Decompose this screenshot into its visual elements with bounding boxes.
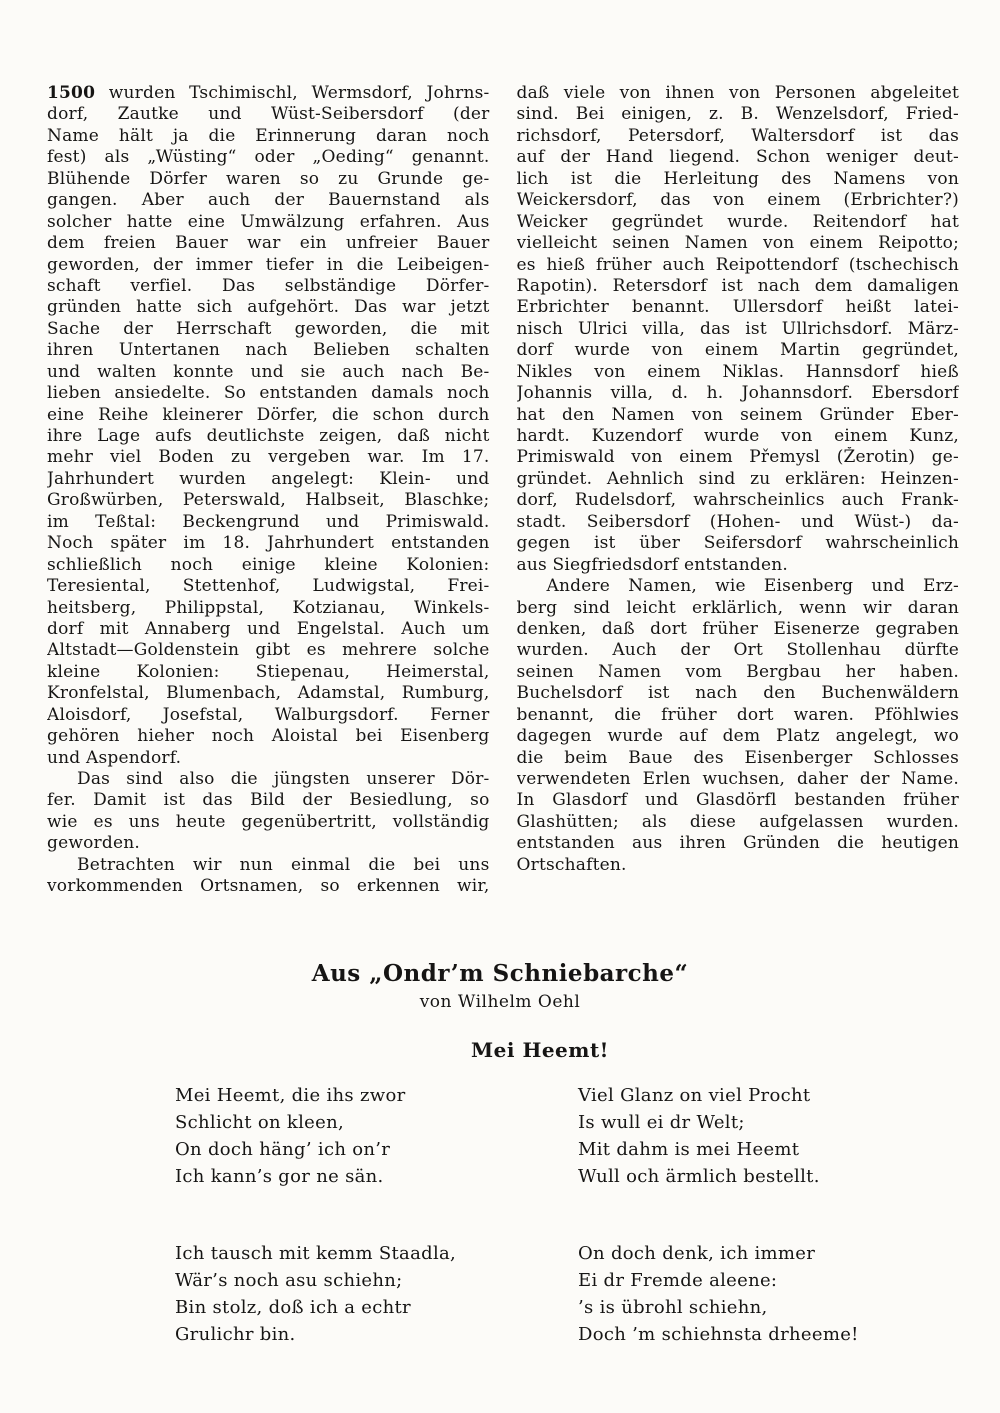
text-line: sind. Bei einigen, z. B. Wenzelsdorf, Fried- — [516, 104, 959, 125]
text-line: gegen ist über Seifersdorf wahrscheinlich — [516, 533, 959, 554]
text-line: benannt, die früher dort waren. Pföhlwies — [516, 704, 959, 725]
text-line: eine Reihe kleinerer Dörfer, die schon durch — [47, 404, 490, 425]
text-line: gehören hieher noch Aloistal bei Eisenberg — [47, 726, 490, 747]
text-line: auf der Hand liegend. Schon weniger deut- — [516, 147, 959, 168]
poem-line: Ei dr Fremde aleene: — [578, 1269, 778, 1291]
text-line: richsdorf, Petersdorf, Waltersdorf ist das — [516, 125, 959, 146]
text-line: dagegen wurde auf dem Platz angelegt, wo — [516, 726, 959, 747]
text-line: dorf wurde von einem Martin gegründet, — [516, 340, 959, 361]
text-line: vorkommenden Ortsnamen, so erkennen wir, — [47, 876, 490, 897]
text-line: lieben ansiedelte. So entstanden damals noch — [47, 383, 490, 404]
text-line: gangen. Aber auch der Bauernstand als — [47, 190, 490, 211]
text-line: Nikles von einem Niklas. Hannsdorf hieß — [516, 361, 959, 382]
text-line: im Teßtal: Beckengrund und Primiswald. — [47, 511, 490, 532]
text-line: hardt. Kuzendorf wurde von einem Kunz, — [516, 426, 959, 446]
text-line: Noch später im 18. Jahrhundert entstanden — [47, 533, 490, 554]
text-line: nisch Ulrici villa, das ist Ullrichsdorf. März- — [516, 318, 959, 339]
text-line: schaft verfiel. Das selbständige Dörfer- — [47, 275, 490, 296]
poem-byline: von Wilhelm Oehl — [419, 991, 581, 1012]
text-line: denken, daß dort früher Eisenerze gegraben — [516, 618, 959, 639]
text-line: gründen hatte sich aufgehört. Das war jetzt — [47, 297, 490, 318]
poem-line: Wull och ärmlich bestellt. — [578, 1165, 820, 1187]
text-line: Glashütten; als diese aufgelassen wurden. — [516, 811, 959, 832]
poem-section-title: Aus „Ondr’m Schniebarche“ — [311, 959, 689, 987]
text-line: fer. Damit ist das Bild der Besiedlung, so — [47, 790, 490, 811]
text-line: kleine Kolonien: Stiepenau, Heimerstal, — [47, 661, 490, 682]
text-line: wie es uns heute gegenübertritt, vollständig — [47, 811, 490, 832]
poem-line: Wär’s noch asu schiehn; — [175, 1269, 403, 1291]
poem-line: Ich kann’s gor ne sän. — [175, 1165, 384, 1187]
poem-stanza-3 — [175, 1240, 578, 1348]
text-line: 1500 wurden Tschimischl, Wermsdorf, Johrns- — [47, 83, 490, 103]
text-line: die beim Baue des Eisenberger Schlosses — [516, 747, 959, 768]
text-line: und Aspendorf. — [47, 747, 182, 768]
text-line: wurden. Auch der Ort Stollenhau dürfte — [516, 640, 959, 661]
poem-line: Doch ’m schiehnsta drheeme! — [578, 1323, 859, 1345]
poem-line: Grulichr bin. — [175, 1323, 296, 1345]
poem-title: Mei Heemt! — [471, 1037, 609, 1062]
text-line: Erbrichter benannt. Ullersdorf heißt latei- — [516, 297, 959, 318]
text-line: fest) als „Wüsting“ oder „Oeding“ genannt. — [47, 147, 490, 168]
text-line: Betrachten wir nun einmal die bei uns — [77, 854, 490, 875]
poem-line: Ich tausch mit kemm Staadla, — [175, 1242, 457, 1264]
text-line: Jahrhundert wurden angelegt: Klein- und — [47, 468, 490, 489]
text-line: aus Siegfriedsdorf entstanden. — [516, 554, 788, 575]
text-line: Aloisdorf, Josefstal, Walburgsdorf. Ferner — [47, 704, 490, 725]
text-line: verwendeten Erlen wuchsen, daher der Name. — [516, 769, 959, 789]
text-line: Buchelsdorf ist nach den Buchenwäldern — [516, 683, 959, 704]
text-line: mehr viel Boden zu vergeben war. Im 17. — [47, 447, 490, 468]
text-line: geworden. — [47, 833, 140, 854]
text-line: ihre Lage aufs deutlichste zeigen, daß nicht — [47, 426, 490, 446]
text-line: Blühende Dörfer waren so zu Grunde ge- — [47, 168, 490, 189]
poem-stanzas — [0, 1082, 1000, 1348]
text-line: geworden, der immer tiefer in die Leibeigen- — [47, 254, 490, 275]
text-line: berg sind leicht erklärlich, wenn wir daran — [516, 597, 959, 618]
poem-line: ’s is übrohl schiehn, — [578, 1296, 768, 1318]
text-line: stadt. Seibersdorf (Hohen- und Wüst-) da- — [516, 511, 959, 532]
text-line: Weickersdorf, das von einem (Erbrichter?) — [516, 190, 959, 211]
text-line: Sache der Herrschaft geworden, die mit — [47, 318, 490, 339]
text-line: heitsberg, Philippstal, Kotzianau, Winkels- — [47, 597, 490, 618]
text-line: Großwürben, Peterswald, Halbseit, Blaschke; — [47, 490, 490, 511]
poem-line: On doch denk, ich immer — [578, 1242, 816, 1264]
text-line: gründet. Aehnlich sind zu erklären: Heinzen- — [516, 468, 959, 489]
poem-stanza-2 — [578, 1082, 859, 1190]
text-line: dorf mit Annaberg und Engelstal. Auch um — [47, 618, 490, 639]
text-line: Rapotin). Retersdorf ist nach dem damaligen — [516, 275, 959, 296]
text-line: Johannis villa, d. h. Johannsdorf. Ebersdorf — [516, 383, 959, 404]
poem-stanza-4 — [578, 1240, 859, 1348]
text-line: Kronfelstal, Blumenbach, Adamstal, Rumburg, — [47, 683, 490, 704]
text-line: dorf, Rudelsdorf, wahrscheinlics auch Frank- — [516, 490, 959, 511]
poem-line: On doch häng’ ich on’r — [175, 1138, 391, 1160]
text-line: dem freien Bauer war ein unfreier Bauer — [47, 233, 490, 254]
text-line: hat den Namen von seinem Gründer Eber- — [516, 404, 959, 425]
text-line: Ortschaften. — [516, 854, 627, 875]
text-line: dorf, Zautke und Wüst-Seibersdorf (der — [47, 104, 490, 125]
text-line: vielleicht seinen Namen von einem Reipotto; — [516, 233, 959, 254]
text-line: Das sind also die jüngsten unserer Dör- — [77, 769, 490, 789]
poem-line: Is wull ei dr Welt; — [578, 1111, 745, 1133]
poem-line: Mei Heemt, die ihs zwor — [175, 1084, 406, 1106]
poem-line: Schlicht on kleen, — [175, 1111, 344, 1133]
text-line: entstanden aus ihren Gründen die heutigen — [516, 833, 959, 854]
text-line: Andere Namen, wie Eisenberg und Erz- — [546, 576, 959, 597]
text-line: es hieß früher auch Reipottendorf (tschechisch — [516, 254, 959, 275]
poem-line: Mit dahm is mei Heemt — [578, 1138, 800, 1160]
article-left-column — [47, 83, 490, 898]
article-right-column — [517, 83, 960, 898]
text-line: Weicker gegründet wurde. Reitendorf hat — [516, 211, 959, 232]
text-line: schließlich noch einige kleine Kolonien: — [47, 554, 490, 575]
text-line: Primiswald von einem Přemysl (Žerotin) ge- — [516, 447, 959, 468]
text-line: In Glasdorf und Glasdörfl bestanden früher — [516, 790, 959, 811]
text-line: daß viele von ihnen von Personen abgeleitet — [516, 83, 959, 103]
text-line: Teresiental, Stettenhof, Ludwigstal, Frei- — [47, 576, 490, 597]
text-line: Name hält ja die Erinnerung daran noch — [47, 125, 490, 146]
text-line: seinen Namen vom Bergbau her haben. — [516, 661, 959, 682]
text-line: solcher hatte eine Umwälzung erfahren. Aus — [47, 211, 490, 232]
text-line: Altstadt—Goldenstein gibt es mehrere solche — [47, 640, 490, 661]
poem-line: Bin stolz, doß ich a echtr — [175, 1296, 411, 1318]
text-line: ihren Untertanen nach Belieben schalten — [47, 340, 490, 361]
poem-header — [0, 960, 1000, 1062]
poem-stanza-1 — [175, 1082, 578, 1190]
text-line: und walten konnte und sie auch nach Be- — [47, 361, 490, 382]
poem-line: Viel Glanz on viel Procht — [578, 1084, 811, 1106]
text-line: lich ist die Herleitung des Namens von — [516, 168, 959, 189]
